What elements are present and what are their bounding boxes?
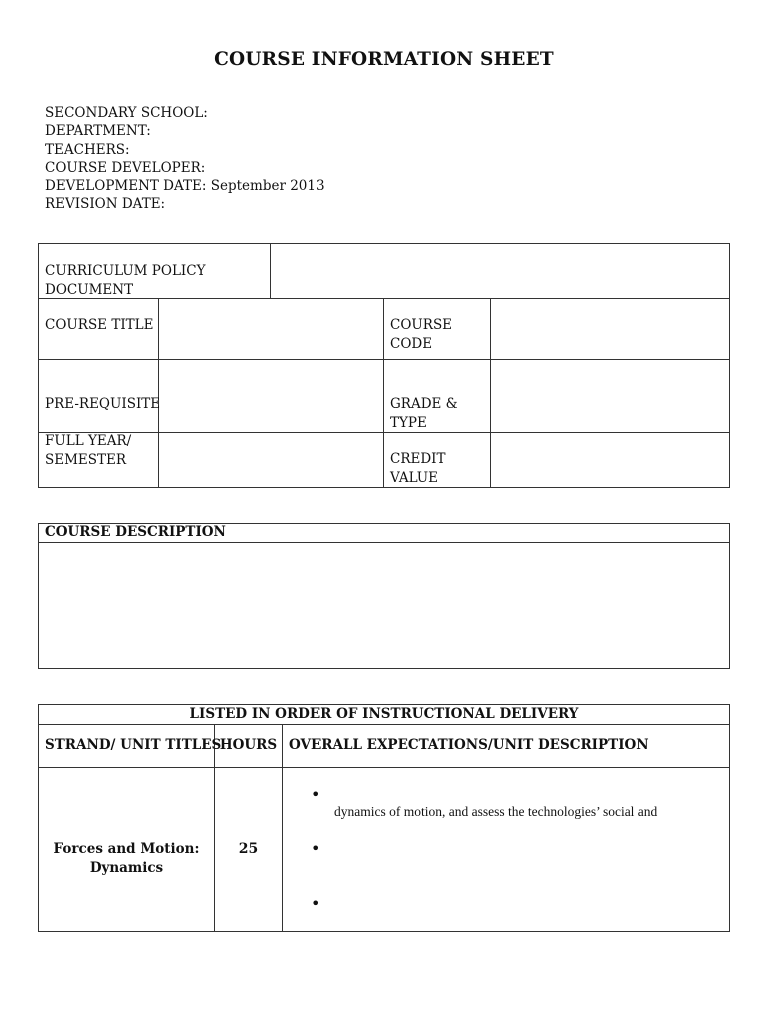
expectations-header: OVERALL EXPECTATIONS/UNIT DESCRIPTION <box>289 737 649 753</box>
development-date-label: DEVELOPMENT DATE: September 2013 <box>45 178 325 195</box>
course-title-value[interactable] <box>159 299 383 359</box>
course-code-label: COURSE CODE <box>390 317 453 352</box>
full-year-semester-value[interactable] <box>159 433 383 487</box>
department-label: DEPARTMENT: <box>45 123 151 140</box>
course-title-label: COURSE TITLE <box>45 317 154 333</box>
grade-type-value[interactable] <box>491 360 729 432</box>
instructional-order-banner: LISTED IN ORDER OF INSTRUCTIONAL DELIVERY <box>189 706 579 722</box>
curriculum-policy-label: CURRICULUM POLICY DOCUMENT <box>45 263 206 298</box>
grade-type-label: GRADE & TYPE <box>390 396 458 431</box>
unit-title: Forces and Motion: Dynamics <box>53 841 200 876</box>
prerequisite-label: PRE-REQUISITE <box>45 396 161 412</box>
full-year-semester-label: FULL YEAR/ SEMESTER <box>45 433 132 468</box>
credit-value-label: CREDIT VALUE <box>390 451 446 486</box>
table-divider <box>282 724 283 932</box>
header-info <box>45 104 325 214</box>
course-description-field[interactable] <box>39 543 729 668</box>
course-code-value[interactable] <box>491 299 729 359</box>
revision-date-label: REVISION DATE: <box>45 196 166 213</box>
teachers-label: TEACHERS: <box>45 141 130 158</box>
course-description-heading: COURSE DESCRIPTION <box>45 524 226 540</box>
prerequisite-value[interactable] <box>159 360 383 432</box>
expectation-text: dynamics of motion, and assess the technologies’ social and <box>334 804 658 819</box>
table-divider <box>214 724 215 932</box>
unit-hours: 25 <box>238 841 259 857</box>
credit-value-value[interactable] <box>491 433 729 487</box>
secondary-school-label: SECONDARY SCHOOL: <box>45 105 208 121</box>
page-title: COURSE INFORMATION SHEET <box>214 49 554 70</box>
table-divider <box>38 724 730 725</box>
table-divider <box>383 298 384 488</box>
bullet-icon: • <box>311 785 321 804</box>
bullet-icon: • <box>311 839 321 858</box>
bullet-icon: • <box>311 894 321 913</box>
curriculum-policy-value[interactable] <box>271 244 729 298</box>
hours-header: HOURS <box>219 737 278 753</box>
table-divider <box>38 767 730 768</box>
strand-header: STRAND/ UNIT TITLES <box>45 737 222 753</box>
course-developer-label: COURSE DEVELOPER: <box>45 159 206 176</box>
